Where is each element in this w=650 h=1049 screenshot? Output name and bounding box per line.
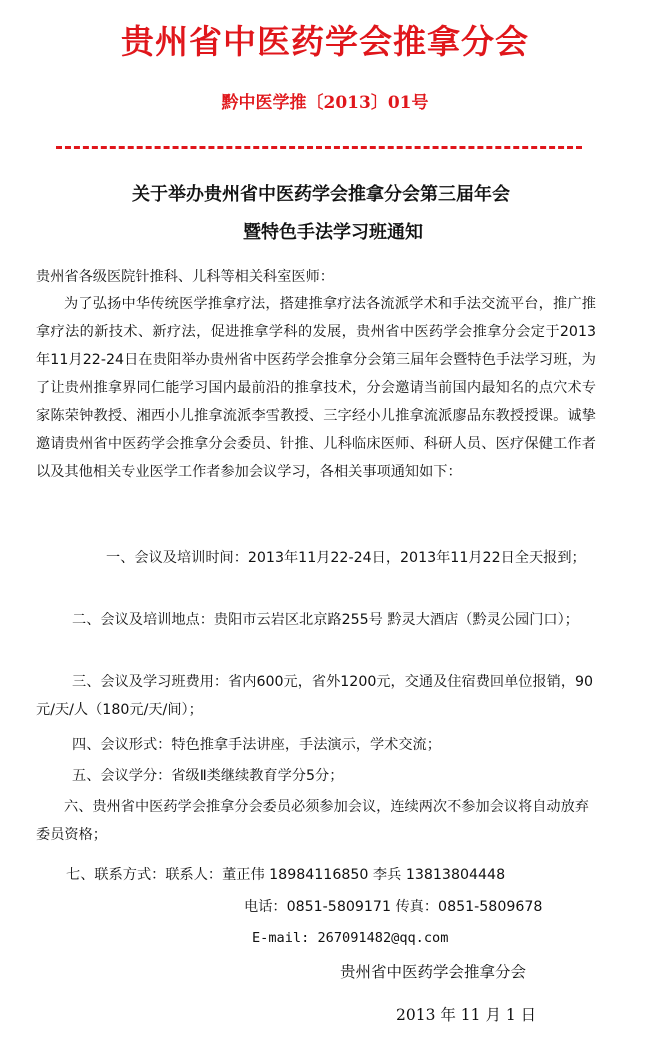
salutation: 贵州省各级医院针推科、儿科等相关科室医师： <box>36 269 334 285</box>
notice-title-line-2: 暨特色手法学习班通知 <box>243 222 423 243</box>
item-attendance: 六、贵州省中医药学会推拿分会委员必须参加会议，连续两次不参加会议将自动放弃委员资格； <box>36 799 589 843</box>
letterhead-divider <box>56 146 582 149</box>
item-format: 四、会议形式：特色推拿手法讲座，手法演示，学术交流； <box>72 737 441 753</box>
signature-org: 贵州省中医药学会推拿分会 <box>340 963 527 981</box>
item-fees: 三、会议及学习班费用：省内600元，省外1200元，交通及住宿费回单位报销，90元/天/人（180元/天/间）； <box>36 674 594 718</box>
contact-phone-fax: 电话：0851-5809171 传真：0851-5809678 <box>244 899 543 915</box>
notice-title-line-1: 关于举办贵州省中医药学会推拿分会第三届年会 <box>132 184 510 205</box>
org-letterhead-title: 贵州省中医药学会推拿分会 <box>121 22 529 61</box>
contact-email: E-mail: 267091482@qq.com <box>252 930 449 946</box>
contact-persons: 七、联系方式：联系人：董正伟 18984116850 李兵 13813804448 <box>66 867 506 883</box>
signature-date: 2013 年 11 月 1 日 <box>396 1006 537 1024</box>
item-credits: 五、会议学分：省级Ⅱ类继续教育学分5分； <box>72 768 344 784</box>
item-location: 二、会议及培训地点：贵阳市云岩区北京路255号 黔灵大酒店（黔灵公园门口）； <box>72 612 579 628</box>
document-number: 黔中医学推〔2013〕01号 <box>221 93 429 113</box>
item-time: 一、会议及培训时间：2013年11月22-24日，2013年11月22日全天报到； <box>106 550 586 566</box>
intro-paragraph: 为了弘扬中华传统医学推拿疗法，搭建推拿疗法各流派学术和手法交流平台，推广推拿疗法的新技术、新疗法，促进推拿学科的发展，贵州省中医药学会推拿分会定于2013年11月22-24日在贵阳举办贵州省中医药学会推拿分会第三届年会暨特色手法学习班，为了让贵州推拿界同仁能学习国内最前沿的推拿技术，分会邀请当前国内最知名的点穴术专家陈荣钟教授、湘西小儿推拿流派李雪教授、三字经小儿推拿流派廖品东教授授课。诚挚邀请贵州省中医药学会推拿分会委员、针推、儿科临床医师、科研人员、医疗保健工作者以及其他相关专业医学工作者参加会议学习，各相关事项通知如下： <box>36 296 596 480</box>
